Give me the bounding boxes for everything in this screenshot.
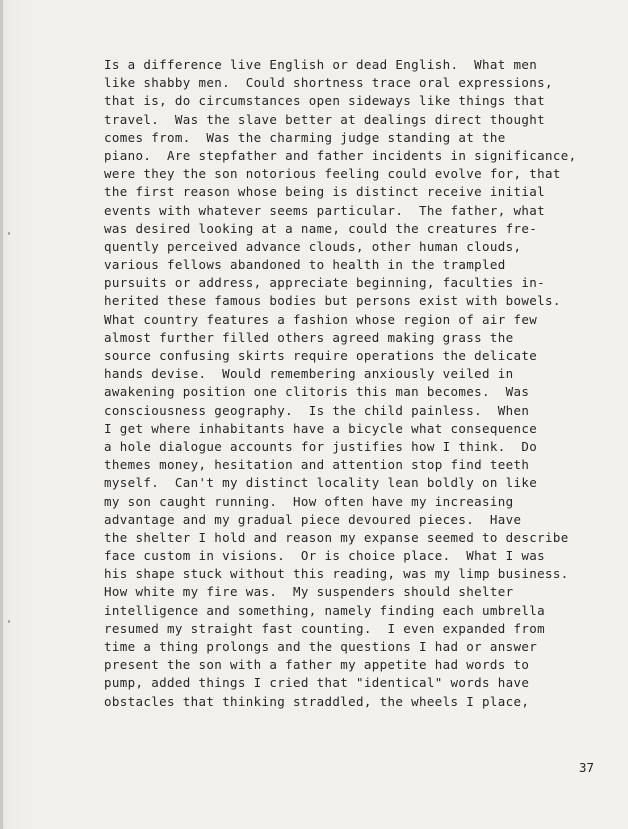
text-line: face custom in visions. Or is choice place. What I was — [104, 548, 546, 564]
text-line: themes money, hesitation and attention stop find teeth — [104, 457, 530, 473]
text-line: pump, added things I cried that "identical" words have — [104, 675, 530, 691]
text-line: that is, do circumstances open sideways like things that — [104, 93, 546, 109]
text-line: the first reason whose being is distinct receive initial — [104, 184, 546, 200]
text-line: comes from. Was the charming judge standing at the — [104, 129, 506, 145]
text-line: quently perceived advance clouds, other human clouds, — [104, 238, 522, 254]
text-line: travel. Was the slave better at dealings direct thought — [104, 111, 546, 127]
text-line: like shabby men. Could shortness trace oral expressions, — [104, 75, 553, 91]
text-line: What country features a fashion whose region of air few — [104, 311, 538, 327]
text-line: events with whatever seems particular. The father, what — [104, 202, 546, 218]
text-line: consciousness geography. Is the child painless. When — [104, 402, 530, 418]
text-line: obstacles that thinking straddled, the wheels I place, — [104, 693, 530, 709]
text-line: How white my fire was. My suspenders should shelter — [104, 584, 514, 600]
text-line: source confusing skirts require operations the delicate — [104, 348, 538, 363]
text-line: resumed my straight fast counting. I even expanded from — [104, 620, 546, 636]
page-number: 37 — [578, 760, 594, 775]
text-line: various fellows abandoned to health in the trampled — [104, 257, 506, 273]
scan-speck — [8, 620, 10, 623]
scan-speck — [8, 232, 10, 235]
text-line: advantage and my gradual piece devoured pieces. Have — [104, 511, 522, 527]
text-line: time a thing prolongs and the questions I had or answer — [104, 639, 538, 654]
body-text — [104, 56, 577, 711]
text-line: herited these famous bodies but persons exist with bowels. — [104, 293, 561, 309]
text-line: present the son with a father my appetite had words to — [104, 657, 530, 673]
text-line: hands devise. Would remembering anxiously veiled in — [104, 366, 514, 382]
text-line: a hole dialogue accounts for justifies how I think. Do — [104, 438, 538, 454]
text-line: his shape stuck without this reading, was my limp business. — [104, 566, 569, 582]
page-binding-edge — [0, 0, 3, 829]
text-line: awakening position one clitoris this man becomes. Was — [104, 384, 530, 400]
text-line: pursuits or address, appreciate beginning, faculties in- — [104, 275, 546, 291]
text-line: myself. Can't my distinct locality lean boldly on like — [104, 475, 538, 491]
text-line: piano. Are stepfather and father incidents in significance, — [104, 147, 577, 163]
text-line: my son caught running. How often have my increasing — [104, 493, 514, 509]
text-line: Is a difference live English or dead English. What men — [104, 57, 538, 72]
text-line: intelligence and something, namely finding each umbrella — [104, 602, 546, 618]
text-line: I get where inhabitants have a bicycle what consequence — [104, 420, 538, 436]
text-line: was desired looking at a name, could the creatures fre- — [104, 220, 538, 236]
text-line: the shelter I hold and reason my expanse seemed to describe — [104, 529, 569, 545]
text-line: almost further filled others agreed making grass the — [104, 329, 514, 345]
text-line: were they the son notorious feeling could evolve for, that — [104, 166, 561, 182]
